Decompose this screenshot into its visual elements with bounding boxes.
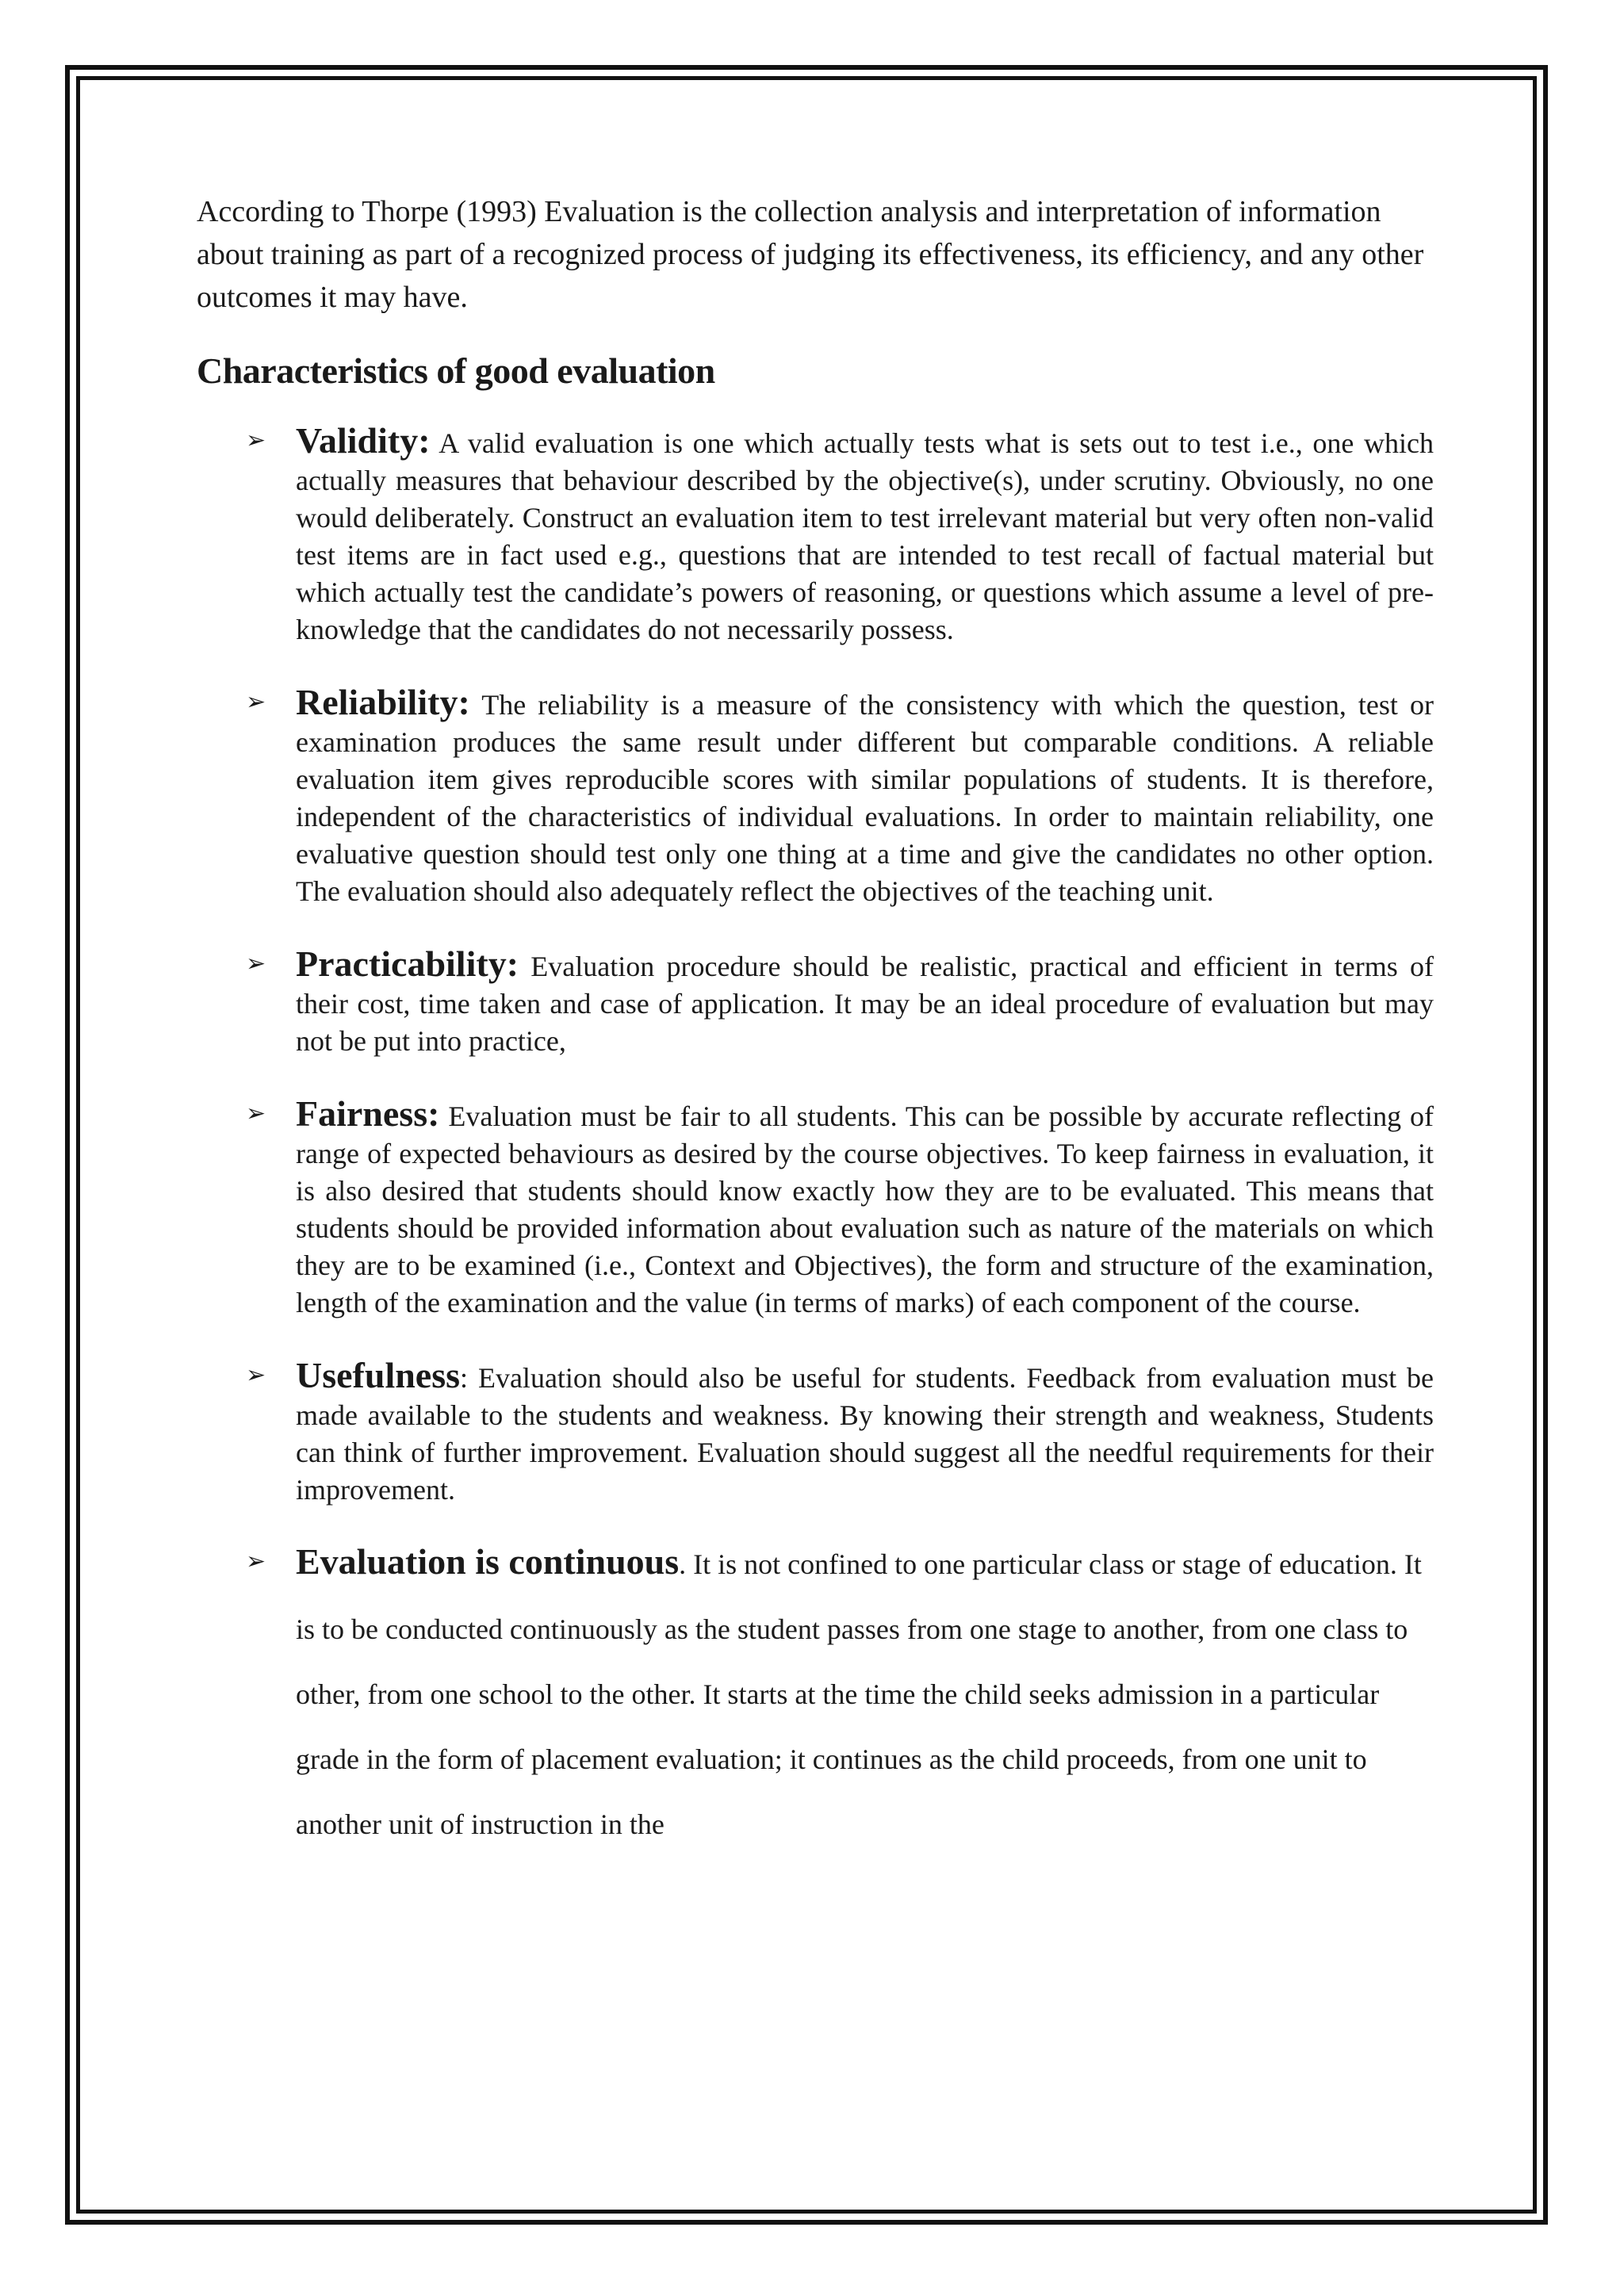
list-item-reliability bbox=[197, 683, 1434, 910]
item-text: A valid evaluation is one which actually tests what is sets out to test i.e., one which actually measures that behaviour described by the objective(s), under scrutiny. Obviously, no one would deliberately. Construct an evaluation item to test irrelevant material but very often non-valid test items are in fact used e.g., questions that are intended to test recall of factual material but which actually test the candidate’s powers of reasoning, or questions which assume a level of pre-knowledge that the candidates do not necessarily possess. bbox=[296, 427, 1434, 645]
item-term: Fairness: bbox=[296, 1093, 440, 1134]
arrow-bullet-icon: ➢ bbox=[246, 427, 266, 454]
list-item-evaluation-continuous bbox=[197, 1529, 1434, 1857]
item-text: Evaluation must be fair to all students. This can be possible by accurate reflecting of range of expected behaviours as desired by the course objectives. To keep fairness in evaluation, it is also desired that students should know exactly how they are to be evaluated. This means that students should be provided information about evaluation such as nature of the materials on which they are to be examined (i.e., Context and Objectives), the form and structure of the examination, length of the examination and the value (in terms of marks) of each component of the course. bbox=[296, 1100, 1434, 1318]
arrow-bullet-icon: ➢ bbox=[246, 688, 266, 716]
intro-paragraph: According to Thorpe (1993) Evaluation is the collection analysis and interpretation of information about training as part of a recognized process of judging its effectiveness, its efficiency, and any other outcomes it may have. bbox=[197, 195, 1424, 314]
section-heading: Characteristics of good evaluation bbox=[197, 350, 715, 391]
item-text: . It is not confined to one particular class or stage of education. It is to be conducted continuously as the student passes from one stage to another, from one class to other, from one school to the other. It starts at the time the child seeks admission in a particular grade in the form of placement evaluation; it continues as the child proceeds, from one unit to another unit of instruction in the bbox=[296, 1548, 1422, 1840]
characteristics-list bbox=[197, 422, 1434, 1857]
arrow-bullet-icon: ➢ bbox=[246, 950, 266, 978]
item-term: Validity: bbox=[296, 420, 431, 461]
item-text: Evaluation procedure should be realistic, practical and efficient in terms of their cost, time taken and case of application. It may be an ideal procedure of evaluation but may not be put into practice, bbox=[296, 951, 1434, 1057]
list-item-practicability bbox=[197, 945, 1434, 1060]
list-item-fairness bbox=[197, 1095, 1434, 1322]
arrow-bullet-icon: ➢ bbox=[246, 1548, 266, 1575]
document-body bbox=[197, 190, 1434, 1892]
item-text: The reliability is a measure of the consistency with which the question, test or examination produces the same result under different but comparable conditions. A reliable evaluation item gives reproducible scores with similar populations of students. It is therefore, independent of the characteristics of individual evaluations. In order to maintain reliability, one evaluative question should test only one thing at a time and give the candidates no other option. The evaluation should also adequately reflect the objectives of the teaching unit. bbox=[296, 689, 1434, 907]
item-term: Reliability: bbox=[296, 682, 470, 722]
item-text: : Evaluation should also be useful for students. Feedback from evaluation must be made available to the students and weakness. By knowing their strength and weakness, Students can think of further improvement. Evaluation should suggest all the needful requirements for their improvement. bbox=[296, 1362, 1434, 1506]
item-term: Usefulness bbox=[296, 1355, 461, 1395]
item-term: Evaluation is continuous bbox=[296, 1541, 680, 1582]
item-term: Practicability: bbox=[296, 943, 519, 984]
list-item-usefulness bbox=[197, 1357, 1434, 1509]
arrow-bullet-icon: ➢ bbox=[246, 1100, 266, 1127]
list-item-validity bbox=[197, 422, 1434, 649]
arrow-bullet-icon: ➢ bbox=[246, 1361, 266, 1389]
